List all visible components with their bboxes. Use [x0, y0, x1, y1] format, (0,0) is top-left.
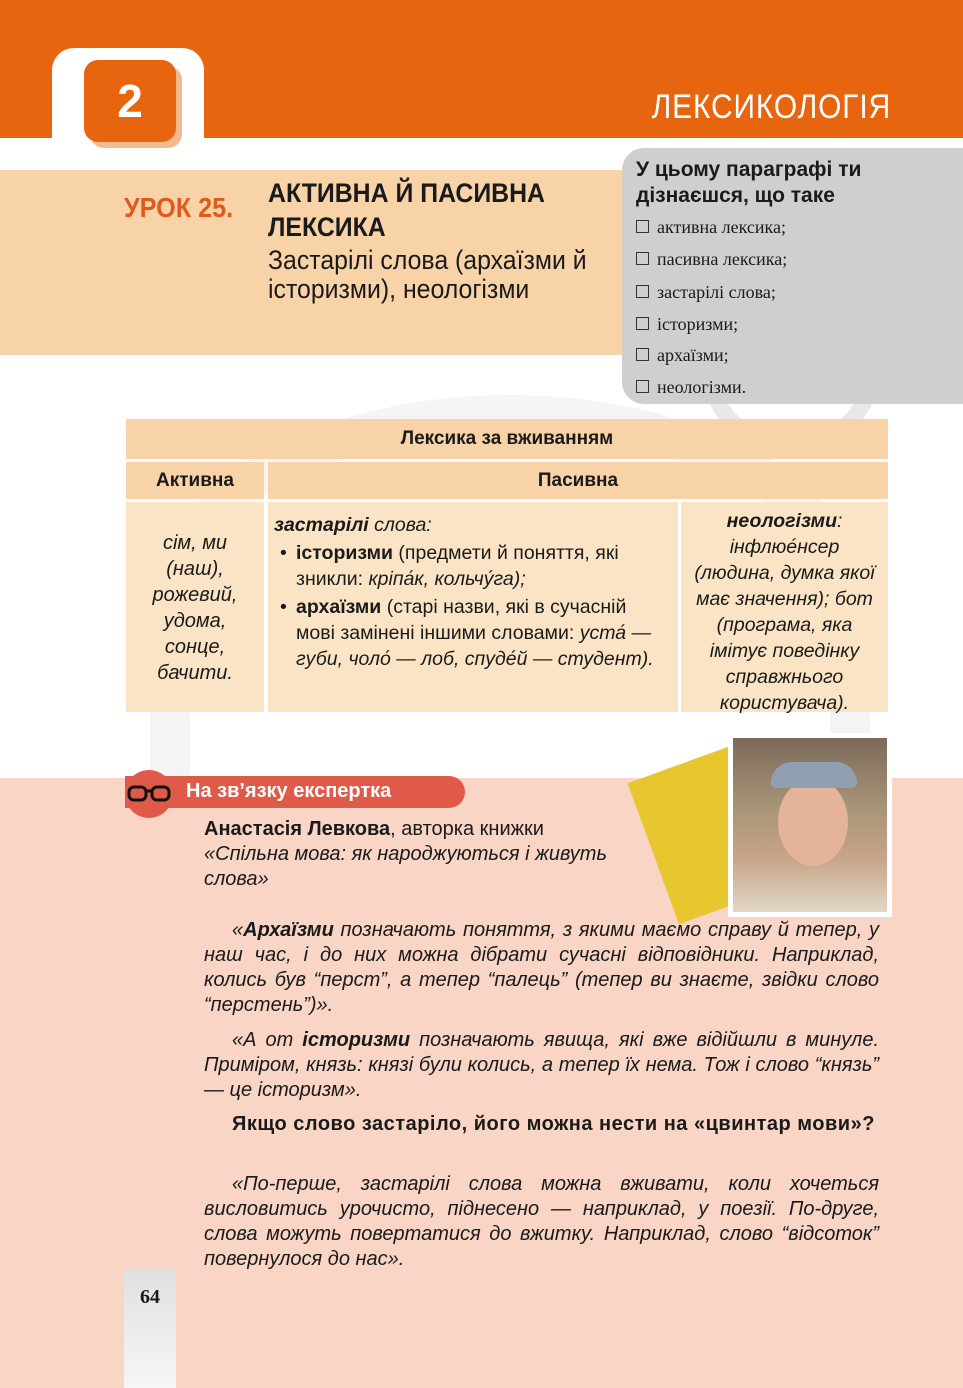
aside-item	[636, 217, 786, 238]
obsolete-rest: слова:	[368, 514, 432, 536]
glasses-icon	[125, 770, 173, 818]
checkbox-icon	[636, 380, 649, 393]
neologisms-colon: :	[837, 510, 843, 532]
aside-item	[636, 345, 729, 366]
historisms-text: (предмети й поняття, які зникли:	[296, 542, 619, 590]
checkbox-icon	[636, 317, 649, 330]
neologisms-term: неологізми	[726, 510, 837, 532]
aside-item-label: застарілі слова;	[657, 282, 776, 302]
bullet-icon: •	[280, 542, 287, 564]
aside-item-label: неологізми.	[657, 377, 747, 397]
column-header-active: Активна	[126, 462, 264, 499]
lesson-title: АКТИВНА Й ПАСИВНА ЛЕКСИКА	[268, 178, 546, 242]
archaisms-text: (старі назви, які в сучасній мові замінені іншими словами:	[296, 596, 627, 644]
p2-term: історизми	[302, 1029, 411, 1051]
paragraph-historisms	[204, 1028, 879, 1103]
p1-text: позначають поняття, з якими маємо справу й тепер, у наш час, і до них можна дібрати сучасні відповідники. Наприклад, колись був “перст”, а тепер “палець” (тепер ви знаєте, звідки слово “перстень”)».	[204, 919, 879, 1016]
expert-icon-circle	[125, 770, 173, 818]
aside-item	[636, 377, 746, 398]
obsolete-term: застарілі	[274, 514, 369, 536]
historisms-examples: кріпа́к, кольчу́га);	[368, 568, 526, 590]
chapter-number: 2	[84, 60, 176, 142]
photo-headband	[771, 762, 857, 788]
expert-book-title: «Спільна мова: як народжуються і живуть слова»	[204, 843, 607, 890]
aside-item	[636, 314, 738, 335]
aside-item	[636, 249, 787, 270]
active-words: сім, ми (наш), рожевий, удома, сонце, бачити.	[152, 532, 238, 684]
list-item	[274, 540, 670, 592]
quote-open: «	[232, 919, 244, 941]
aside-item-label: активна лексика;	[657, 217, 786, 237]
archaisms-examples: уста́ — губи, чоло́ — лоб, спуде́й — студент).	[296, 622, 654, 670]
list-item	[274, 594, 670, 672]
aside-item-label: архаїзми;	[657, 345, 729, 365]
cell-active	[126, 502, 264, 712]
aside-item	[636, 282, 776, 303]
expert-role: , авторка книжки	[390, 818, 544, 840]
page-number: 64	[140, 1286, 160, 1308]
expert-label: На зв’язку експертка	[186, 780, 392, 802]
checkbox-icon	[636, 220, 649, 233]
checkbox-icon	[636, 252, 649, 265]
expert-intro	[204, 817, 644, 892]
checkbox-icon	[636, 285, 649, 298]
obsolete-heading	[274, 512, 670, 538]
cell-neologisms	[681, 502, 888, 712]
table-header: Лексика за вживанням	[126, 419, 888, 459]
answer: «По-перше, застарілі слова можна вживати, коли хочеться висловитись урочисто, піднесено — наприклад, у поезії. По-друге, слова можуть повертатися до вжитку. Наприклад, слово “відсоток” повернулося до нас».	[204, 1173, 879, 1270]
archaisms-term: архаїзми	[296, 596, 382, 618]
column-header-passive: Пасивна	[268, 462, 888, 499]
checkbox-icon	[636, 348, 649, 361]
expert-name: Анастасія Левкова	[204, 818, 391, 840]
photo-face	[778, 778, 848, 866]
lesson-number: УРОК 25.	[124, 192, 234, 223]
p2-text: позначають явища, які вже відійшли в минуле. Приміром, князь: князі були колись, а тепер їх нема. Тож і слово “князь” — це історизм».	[204, 1029, 880, 1101]
aside-title: У цьому параграфі ти дізнаєшся, що таке	[636, 158, 862, 207]
paragraph-archaisms	[204, 918, 879, 1018]
aside-item-label: історизми;	[657, 314, 739, 334]
question: Якщо слово застаріло, його можна нести на «цвинтар мови»?	[232, 1113, 875, 1135]
aside-item-label: пасивна лексика;	[657, 249, 788, 269]
p1-term: Архаїзми	[243, 919, 334, 941]
lesson-subtitle: Застарілі слова (архаїзми й історизми), неологізми	[268, 245, 587, 304]
historisms-term: історизми	[296, 542, 393, 564]
neologisms-text: інфлюе́нсер (людина, думка якої має значення); бот (програма, яка імітує поведінку справжнього користувача).	[694, 536, 875, 714]
section-title: ЛЕКСИКОЛОГІЯ	[651, 88, 891, 126]
cell-obsolete	[268, 502, 678, 712]
bullet-icon: •	[280, 596, 287, 618]
p2-open: «А от	[232, 1029, 303, 1051]
expert-photo	[733, 738, 887, 912]
